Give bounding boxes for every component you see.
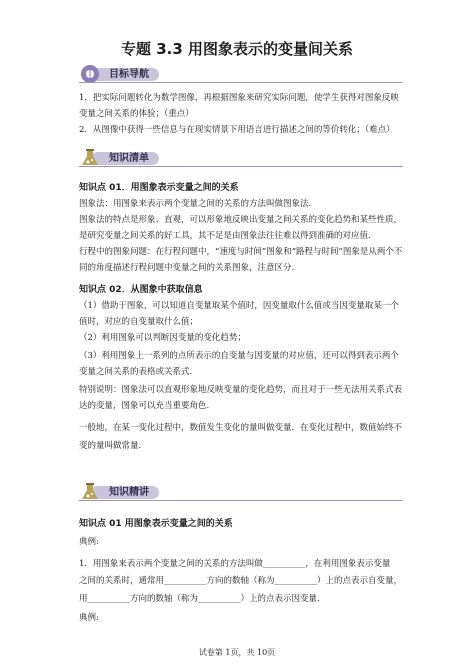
banner-rule [79,500,403,501]
knowledge-point-heading: 知识点 01．用图象表示变量之间的关系 [79,183,239,193]
text-line: 变量之间关系的表格或关系式. [79,367,193,377]
banner-label: 知识清单 [91,152,159,165]
example-label: 典例: [79,537,99,547]
section-banner-knowledge-detail [79,484,403,501]
text-line: 同的角度描述行程问题中变量之间的关系图象，注意区分. [79,263,295,273]
text-line: 特别说明：图象法可以直观形象地反映变量的变化趋势，而且对于一些无法用关系式表 [79,385,403,395]
text-line: 图象法的特点是形象、直观，可以形象地反映出变量之间关系的变化趋势和某些性质， [79,215,403,225]
page-footer: 试卷第 1页，共 10页 [198,648,276,657]
banner-label: 目标导航 [91,68,159,81]
section-banner-goals [79,66,403,83]
goal-line: 2．从图像中获得一些信息与在现实情景下用语言进行描述之间的等价转化；（难点） [79,125,395,135]
exercise-line: 用__________方向的数轴（称为__________）上的点表示因变量. [79,594,320,604]
text-line: （2）利用图象可以判断因变量的变化趋势； [79,333,246,343]
exercise-line: 1．用图象来表示两个变量之间的关系的方法叫做__________，在利用图象表示变量 [79,559,391,569]
banner-rule [79,82,403,83]
text-line: （1）借助于图象，可以知道自变量取某个值时，因变量取什么值或当因变量取某一个 [79,301,399,311]
exercise-line: 之间的关系时，通常用__________方向的数轴（称为__________）上的点表示自变量， [79,576,403,586]
goal-line: 1．把实际问题转化为数学图像，再根据图象来研究实际问题，使学生获得对图象反映 [79,93,399,103]
example-label: 典例: [79,613,99,623]
text-line: 行程中的图象问题：在行程问题中，“速度与时间”图象和“路程与时间”图象是从两个不 [79,247,403,257]
text-line: 达的变量，图象可以充当重要角色. [79,401,210,411]
goal-line: 变量之间关系的体验；（重点） [79,109,194,119]
section-banner-knowledge-list [79,150,403,167]
text-line: 图象法：用图象来表示两个变量之间的关系的方法叫做图象法. [79,199,312,209]
banner-label: 知识精讲 [91,486,159,499]
text-line: （3）利用图象上一系列的点所表示的自变量与因变量的对应值，还可以得到表示两个 [79,351,399,361]
page-title: 专题 3.3 用图象表示的变量间关系 [120,40,354,58]
text-line: 值时，对应的自变量取什么值； [79,317,199,327]
text-line: 一般地，在某一变化过程中，数值发生变化的量叫做变量．在变化过程中，数值始终不 [79,423,403,433]
knowledge-point-heading: 知识点 01 用图象表示变量之间的关系 [79,519,233,529]
knowledge-point-heading: 知识点 02．从图象中获取信息 [79,285,203,295]
text-line: 变的量叫做常量. [79,441,142,451]
text-line: 是研究变量之间关系的好工具，其不足是由图象法往往难以得到准确的对应值. [79,231,371,241]
banner-rule [79,166,403,167]
